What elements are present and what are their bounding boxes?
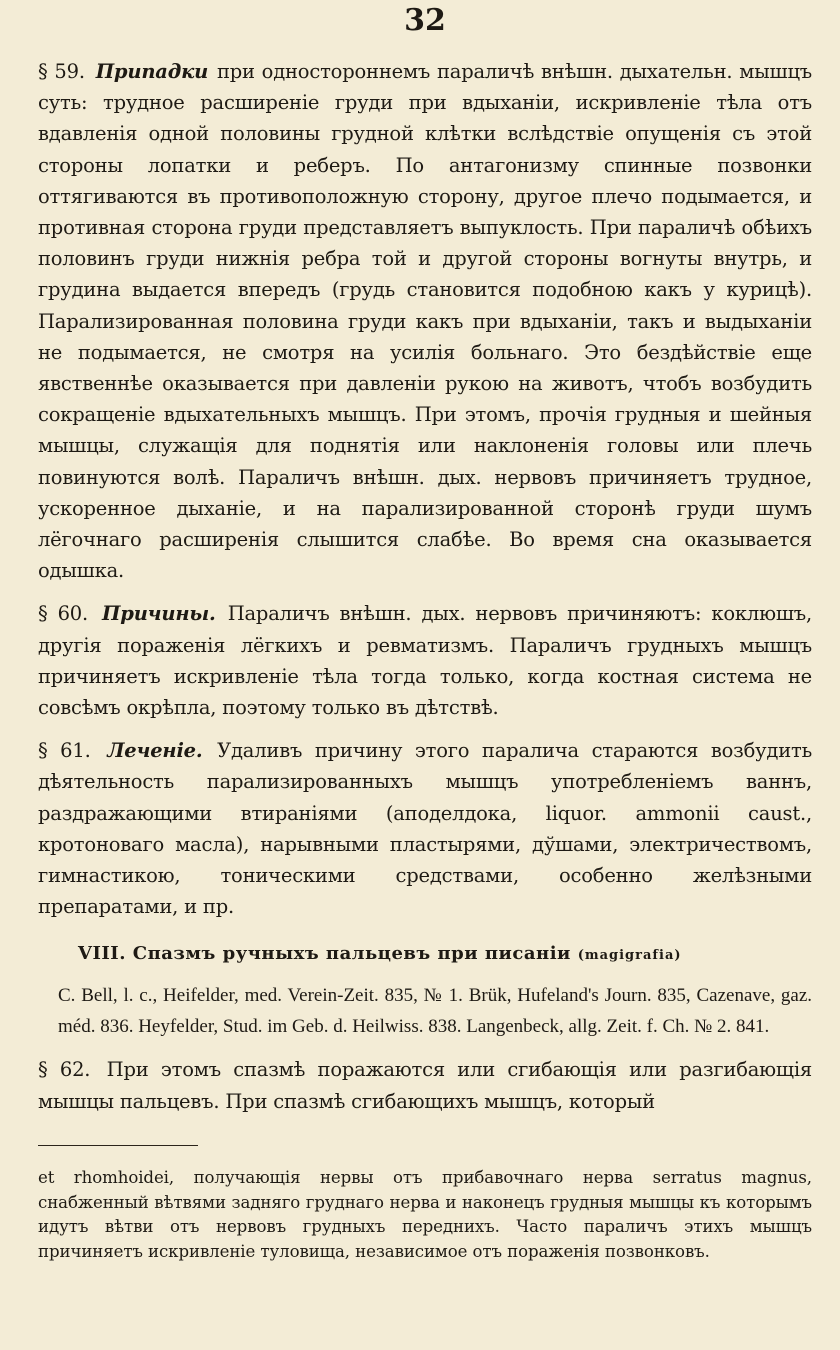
paragraph-number: § 61. bbox=[38, 739, 91, 763]
paragraph-text: Удаливъ причину этого паралича стараются возбудить дѣятельность парализированныхъ мышцъ употребленіемъ ваннъ, раздражающими втираніями (аподелдока, liquor. ammonii caust., кротоноваго масла), нарывными пластырями, дўшами, электричествомъ, гимнастикою, тоническими средствами, особенно желѣзными препаратами, и пр. bbox=[38, 739, 813, 919]
paragraph-59 bbox=[38, 56, 812, 586]
page-number: 32 bbox=[404, 3, 446, 38]
paragraph-text: Параличъ внѣшн. дых. нервовъ причиняютъ: коклюшъ, другія пораженія лёгкихъ и ревматизмъ. Параличъ грудныхъ мышцъ причиняетъ искривленіе тѣла тогда только, когда костная система не совсѣмъ окрѣпла, поэтому только въ дѣтствѣ. bbox=[38, 602, 813, 720]
paragraph-number: § 62. bbox=[38, 1058, 91, 1082]
footnote-divider bbox=[38, 1145, 198, 1146]
section-heading-note: (magigrafia) bbox=[577, 948, 682, 964]
paragraph-61 bbox=[38, 735, 812, 922]
paragraph-text: при одностороннемъ параличѣ внѣшн. дыхательн. мышцъ суть: трудное расширеніе груди при вдыханіи, искривленіе тѣла отъ вдавленія одной половины грудной клѣтки вслѣдствіе опущенія съ этой стороны лопатки и реберъ. По антагонизму спинные позвонки оттягиваются въ противоположную сторону, другое плечо подымается, и противная сторона груди представляетъ выпуклость. При параличѣ обѣихъ половинъ груди нижнія ребра той и другой стороны вогнуты внутрь, и грудина выдается впередъ (грудь становится подобною какъ у курицѣ). Парализированная половина груди какъ при вдыханіи, такъ и выдыханіи не подымается, не смотря на усилія больнаго. Это бездѣйствіе еще явственнѣе оказывается при давленіи рукою на животъ, чтобъ возбудить сокращеніе вдыхательныхъ мышцъ. При этомъ, прочія грудныя и шейныя мышцы, служащія для поднятія или наклоненія головы или плечь повинуются волѣ. Параличъ внѣшн. дых. нервовъ причиняетъ трудное, ускоренное дыханіе, и на парализированной сторонѣ груди шумъ лёгочнаго расширенія слышится слабѣе. Во время сна оказывается одышка. bbox=[38, 60, 813, 583]
footnote: et rhomhoidei, получающія нервы отъ прибавочнаго нерва serratus magnus, снабженный вѣтвями задняго груднаго нерва и наконецъ грудныя мышцы къ которымъ идутъ вѣтви отъ нервовъ грудныхъ переднихъ. Часто параличъ этихъ мышцъ причиняетъ искривленіе туловища, независимое отъ пораженія позвонковъ. bbox=[38, 1167, 812, 1262]
paragraph-title: Припадки bbox=[95, 60, 209, 83]
paragraph-text: При этомъ спазмѣ поражаются или сгибающія или разгибающія мышцы пальцевъ. При спазмѣ сгибающихъ мышцъ, который bbox=[38, 1058, 813, 1113]
paragraph-62 bbox=[38, 1054, 812, 1116]
paragraph-number: § 60. bbox=[38, 602, 88, 626]
paragraph-60 bbox=[38, 598, 812, 723]
section-heading bbox=[78, 940, 812, 970]
paragraph-number: § 59. bbox=[38, 60, 85, 83]
section-heading-text: VIII. Спазмъ ручныхъ пальцевъ при писаніи bbox=[78, 943, 571, 965]
references: C. Bell, l. c., Heifelder, med. Verein-Zeit. 835, № 1. Brük, Hufeland's Journ. 835, Cazenave, gaz. méd. 836. Heyfelder, Stud. im Geb. d. Heilwiss. 838. Langenbeck, allg. Zeit. f. Ch. № 2. 841. bbox=[58, 985, 812, 1038]
paragraph-title: Леченіе. bbox=[107, 739, 203, 763]
paragraph-title: Причины. bbox=[102, 602, 216, 626]
